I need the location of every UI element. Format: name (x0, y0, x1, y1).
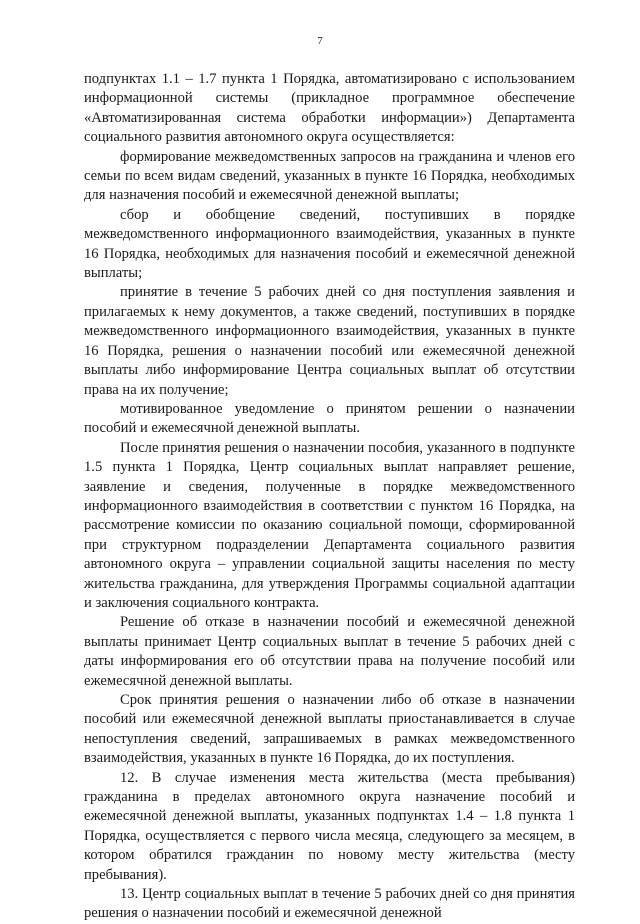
paragraph-notification: мотивированное уведомление о принятом решении о назначении пособий и ежемесячной денежной выплаты. (84, 400, 575, 437)
paragraph-decision: принятие в течение 5 рабочих дней со дня поступления заявления и прилагаемых к нему документов, а также сведений, поступивших в порядке межведомственного информационного взаимодействия, указанных в пункте 16 Порядка, решения о назначении пособий или ежемесячной денежной выплаты либо информирование Центра социальных выплат об отсутствии права на их получение; (84, 284, 575, 398)
paragraph-continuation: подпунктах 1.1 – 1.7 пункта 1 Порядка, автоматизировано с использованием информационной системы (прикладное программное обеспечение «Автоматизированная система обработки информации») Департамента социального развития автономного округа осуществляется: (84, 71, 575, 146)
paragraph-after-decision: После принятия решения о назначении пособия, указанного в подпункте 1.5 пункта 1 Порядка, Центр социальных выплат направляет решение, заявление и сведения, полученные в порядке межведомственного информационного взаимодействия в соответствии с пунктом 16 Порядка, на рассмотрение комиссии по оказанию социальной помощи, сформированной при структурном подразделении Департамента социального развития автономного округа – управлении социальной защиты населения по месту жительства гражданина, для утверждения Программы социальной адаптации и заключения социального контракта. (84, 439, 575, 611)
page-number: 7 (317, 35, 323, 47)
paragraph-requests: формирование межведомственных запросов на гражданина и членов его семьи по всем видам сведений, указанных в пункте 16 Порядка, необходимых для назначения пособий и ежемесячной денежной выплаты; (84, 148, 575, 204)
paragraph-refusal: Решение об отказе в назначении пособий и ежемесячной денежной выплаты принимает Центр социальных выплат в течение 5 рабочих дней с даты информирования его об отсутствии права на получение пособий или ежемесячной денежной выплаты. (84, 614, 575, 689)
paragraph-suspension: Срок принятия решения о назначении либо об отказе в назначении пособий или ежемесячной денежной выплаты приостанавливается в случае непоступления сведений, запрашиваемых в рамках межведомственного взаимодействия, указанных в пункте 16 Порядка, до их поступления. (84, 692, 575, 767)
paragraph-collection: сбор и обобщение сведений, поступивших в порядке межведомственного информационного взаимодействия, указанных в пункте 16 Порядка, необходимых для назначения пособий и ежемесячной денежной выплаты; (84, 206, 575, 282)
paragraph-item-12: 12. В случае изменения места жительства (места пребывания) гражданина в пределах автономного округа назначение пособий и ежемесячной денежной выплаты, указанных подпунктах 1.4 – 1.8 пункта 1 Порядка, осуществляется с первого числа месяца, следующего за месяцем, в котором обратился гражданин по новому месту жительства (месту пребывания). (84, 769, 575, 883)
document-body (84, 70, 575, 924)
paragraph-item-13: 13. Центр социальных выплат в течение 5 рабочих дней со дня принятия решения о назначении пособий и ежемесячной денежной (84, 886, 575, 922)
